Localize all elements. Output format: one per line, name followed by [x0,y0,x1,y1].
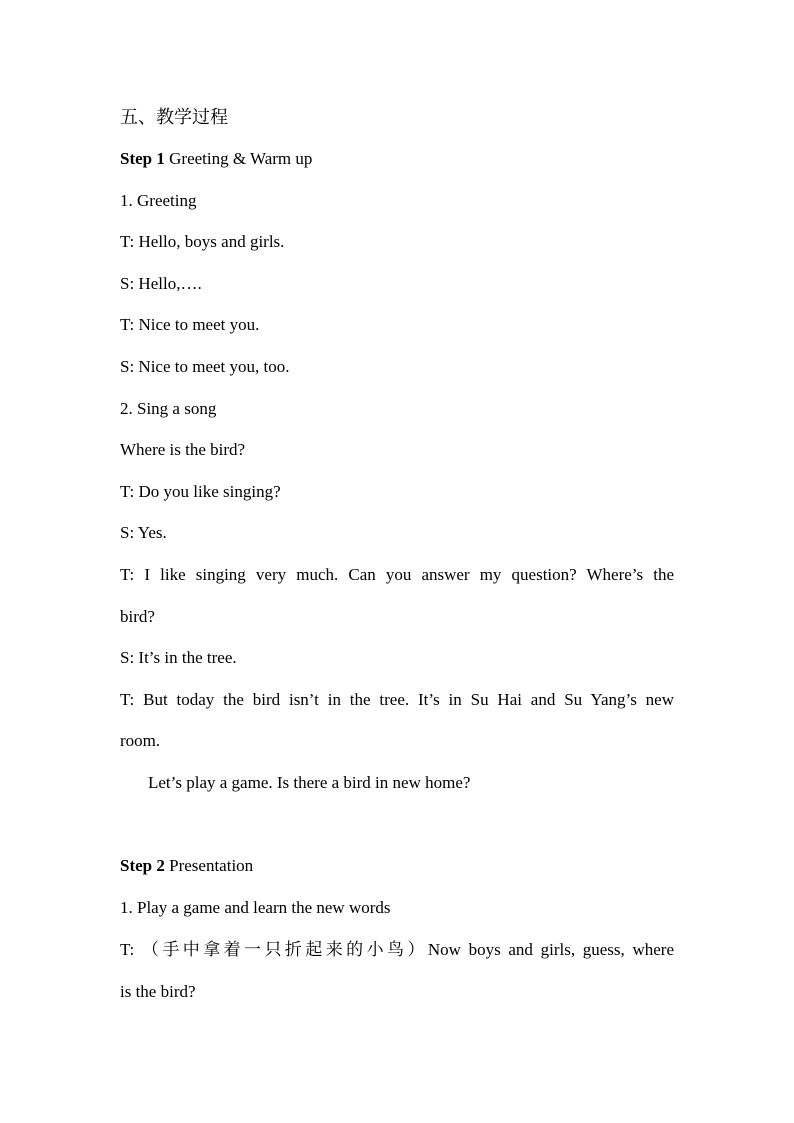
step1-label: Step 1 [120,149,165,168]
sing-song-subheading: 2. Sing a song [120,399,217,418]
dialogue-line-justified: T: But today the bird isn’t in the tree. It’s in Su Hai and Su Yang’s new [120,690,674,709]
game-instruction: Let’s play a game. Is there a bird in new home? [148,773,471,792]
dialogue-line: S: Hello,…. [120,274,202,293]
section-heading: 五、教学过程 [120,107,228,127]
step2-label: Step 2 [120,856,165,875]
dialogue-line-continued: room. [120,731,161,750]
dialogue-line: T: Hello, boys and girls. [120,232,285,251]
step2-title: Presentation [169,856,254,875]
dialogue-line-continued: bird? [120,607,155,626]
dialogue-line: T: Do you like singing? [120,482,281,501]
dialogue-line-continued: is the bird? [120,982,196,1001]
dialogue-line: S: Nice to meet you, too. [120,357,290,376]
step2-heading [120,856,253,876]
greeting-subheading: 1. Greeting [120,191,197,210]
song-title: Where is the bird? [120,440,246,459]
dialogue-line-justified: T: I like singing very much. Can you answer my question? Where’s the [120,565,674,584]
step1-title: Greeting & Warm up [169,149,313,168]
play-game-subheading: 1. Play a game and learn the new words [120,898,391,917]
dialogue-line: T: Nice to meet you. [120,315,260,334]
step1-heading [120,149,312,169]
dialogue-line-justified: T: （手中拿着一只折起来的小鸟）Now boys and girls, guess, where [120,940,674,959]
dialogue-line: S: Yes. [120,523,167,542]
dialogue-line: S: It’s in the tree. [120,648,237,667]
